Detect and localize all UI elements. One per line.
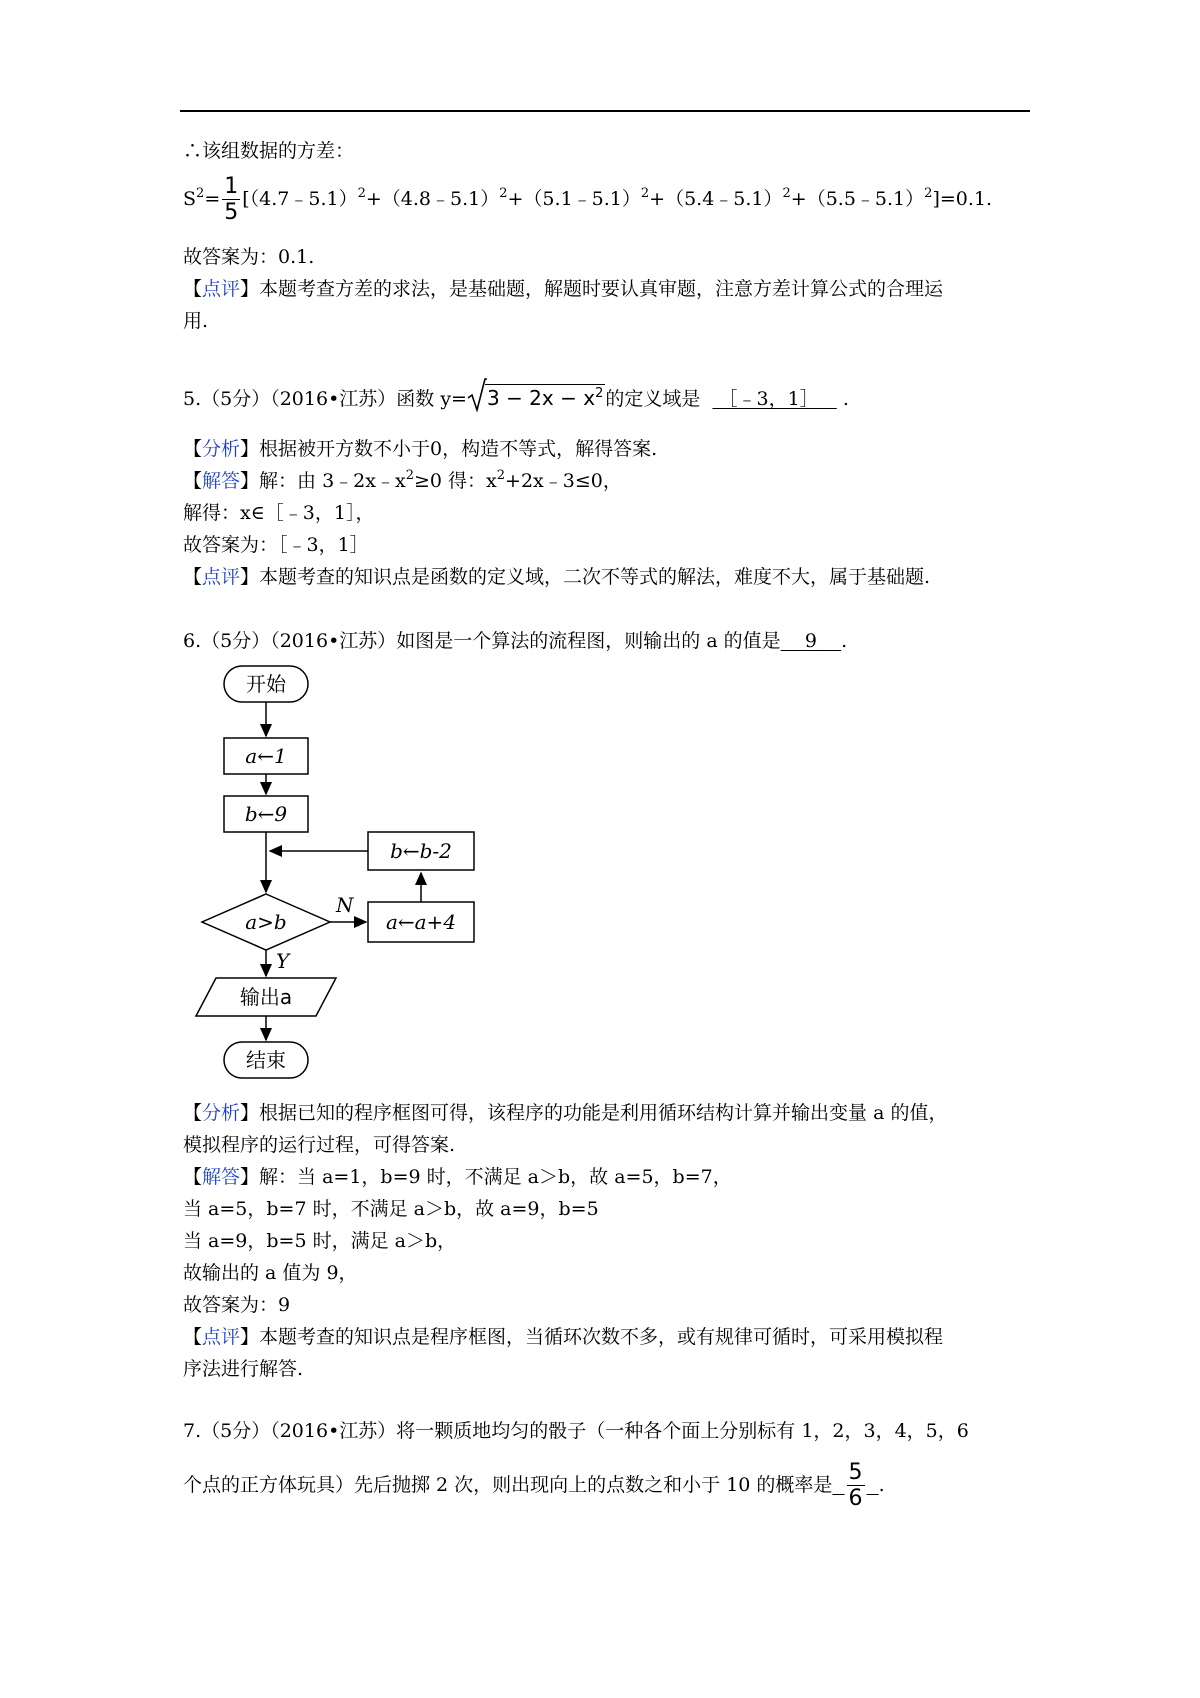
- formula-s: S: [183, 188, 197, 210]
- flowchart-step-a-plus-4-label: a←a+4: [385, 910, 457, 934]
- review-tag: 【点评】: [183, 278, 260, 300]
- q6-answer-blank: 9: [804, 630, 817, 652]
- q5-answer-blank: ［﹣3，1］: [718, 388, 819, 410]
- flowchart-yes-label: Y: [276, 949, 290, 973]
- q5-review: 【点评】本题考查的知识点是函数的定义域，二次不等式的解法，难度不大，属于基础题.: [183, 566, 931, 588]
- variance-answer: 故答案为：0.1.: [183, 246, 315, 268]
- frac-den: 5: [224, 200, 239, 225]
- variance-intro: ∴该组数据的方差：: [183, 140, 355, 162]
- flowchart-step-b-minus-2-label: b←b-2: [390, 839, 452, 863]
- analysis-tag: 【分析】: [183, 438, 260, 460]
- solution-tag: 【解答】: [183, 470, 260, 492]
- analysis-tag: 【分析】: [183, 1102, 260, 1124]
- formula-term-4: +（5.4﹣5.1）: [649, 188, 783, 210]
- variance-review-cont: 用.: [183, 310, 209, 332]
- q6-review: 【点评】本题考查的知识点是程序框图，当循环次数不多，或有规律可循时，可采用模拟程: [183, 1326, 944, 1348]
- solution-tag: 【解答】: [183, 1166, 260, 1188]
- q6-solution-5: 故答案为：9: [183, 1294, 291, 1316]
- formula-end: ]=0.1.: [932, 188, 993, 210]
- q5-solution: 【解答】解：由 $3﹣2x﹣x^2\ge 0$ 得：$x^2+2x﹣3\le 0$，: [183, 468, 622, 492]
- q6-stem: 6.（5分）（2016•江苏）如图是一个算法的流程图，则输出的 a 的值是 9 .: [183, 630, 848, 652]
- formula-eq: =: [204, 188, 221, 210]
- q7-stem-2: 个点的正方体玩具）先后抛掷 2 次，则出现向上的点数之和小于 10 的概率是 $\frac{5}{6}$ .: [183, 1460, 885, 1511]
- fraction-five-sixths: $\frac{5}{6}$: [848, 1460, 863, 1511]
- formula-term-2: +（4.8﹣5.1）: [365, 188, 500, 210]
- flowchart-no-label: N: [336, 893, 354, 917]
- frac-num: 1: [224, 174, 239, 199]
- sqrt-expression: $3 - 2x - x^2$: [467, 384, 605, 411]
- formula-term-1: [（4.7﹣5.1）: [242, 188, 358, 210]
- formula-term-3: +（5.1﹣5.1）: [507, 188, 641, 210]
- formula-term-5: +（5.5﹣5.1）: [790, 188, 925, 210]
- q6-solution: 【解答】解：当 a=1，b=9 时，不满足 a＞b，故 a=5，b=7，: [183, 1166, 732, 1188]
- q6-analysis: 【分析】根据已知的程序框图可得，该程序的功能是利用循环结构计算并输出变量 a 的值，: [183, 1102, 948, 1124]
- review-tag: 【点评】: [183, 566, 260, 588]
- flowchart-output-label: 输出a: [239, 985, 293, 1009]
- flowchart-step-a1-label: a←1: [245, 744, 287, 768]
- flowchart-step-b9-label: b←9: [244, 802, 288, 826]
- q7-stem-1: 7.（5分）（2016•江苏）将一颗质地均匀的骰子（一种各个面上分别标有 1，2，3，4，5，6: [183, 1420, 969, 1442]
- radical-sign-icon: [467, 378, 487, 412]
- variance-review: 【点评】本题考查方差的求法，是基础题，解题时要认真审题，注意方差计算公式的合理运: [183, 278, 944, 300]
- q7-answer-blank: [832, 1462, 878, 1510]
- q5-solution-3: 故答案为：［﹣3，1］: [183, 534, 369, 556]
- flowchart: [190, 664, 520, 1094]
- flowchart-end-label: 结束: [246, 1048, 286, 1072]
- flowchart-condition-label: a>b: [245, 910, 287, 934]
- q6-solution-2: 当 a=5，b=7 时，不满足 a＞b，故 a=9，b=5: [183, 1198, 599, 1220]
- q6-solution-3: 当 a=9，b=5 时，满足 a＞b，: [183, 1230, 457, 1252]
- q6-review-cont: 序法进行解答.: [183, 1358, 304, 1380]
- header-rule: [180, 110, 1030, 112]
- review-tag: 【点评】: [183, 1326, 260, 1348]
- flowchart-start-label: 开始: [246, 672, 286, 696]
- q6-solution-4: 故输出的 a 值为 9，: [183, 1262, 358, 1284]
- q5-solution-2: 解得：x∈［﹣3，1］，: [183, 502, 375, 524]
- variance-formula: $S^2=$ $\frac{1}{5}$ [（4.7﹣5.1）$^2$+（4.8﹣5.1）$^2$+（5.1﹣5.1）$^2$+（5.4﹣5.1）$^2$+（5.5﹣5.1）$^2$]=0.1.: [183, 174, 993, 225]
- q5-analysis: 【分析】根据被开方数不小于0，构造不等式，解得答案.: [183, 438, 658, 460]
- fraction-one-fifth: [222, 176, 240, 224]
- q5-stem: 5.（5分）（2016•江苏）函数 y= $3 - 2x - x^2$ 的定义域是 ［﹣3，1］ .: [183, 384, 849, 412]
- q6-analysis-cont: 模拟程序的运行过程，可得答案.: [183, 1134, 456, 1156]
- formula-s-sup: 2: [196, 186, 205, 201]
